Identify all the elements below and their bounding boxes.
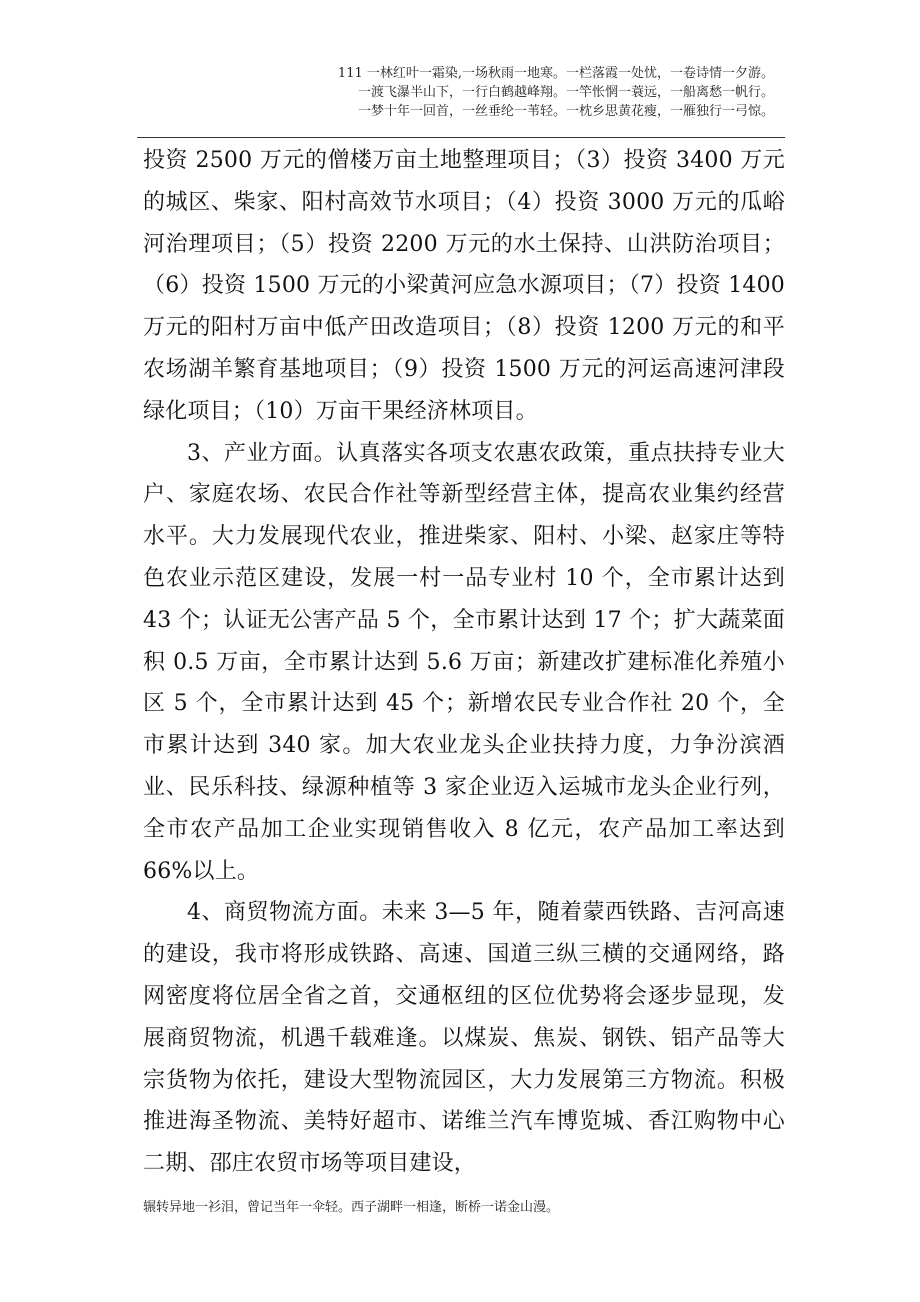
paragraph-industry: 3、产业方面。认真落实各项支农惠农政策，重点扶持专业大户、家庭农场、农民合作社等新型经营主体，提高农业集约经营水平。大力发展现代农业，推进柴家、阳村、小梁、赵家庄等特色农业示范区建设，发展一村一品专业村 10 个，全市累计达到 43 个；认证无公害产品 5 个，全市累计达到 17 个；扩大蔬菜面积 0.5 万亩，全市累计达到 5.6 万亩；新建改扩建标准化养殖小区 5 个，全市累计达到 45 个；新增农民专业合作社 20 个，全市累计达到 340 家。加大农业龙头企业扶持力度，力争汾滨酒业、民乐科技、绿源种植等 3 家企业迈入运城市龙头企业行列，全市农产品加工企业实现销售收入 8 亿元，农产品加工率达到 66%以上。 bbox=[143, 440, 785, 884]
paragraph-commerce-logistics: 4、商贸物流方面。未来 3—5 年，随着蒙西铁路、吉河高速的建设，我市将形成铁路、高速、国道三纵三横的交通网络，路网密度将位居全省之首，交通枢纽的区位优势将会逐步显现，发展商贸物流，机遇千载难逢。以煤炭、焦炭、钢铁、铝产品等大宗货物为依托，建设大型物流园区，大力发展第三方物流。积极推进海圣物流、美特好超市、诺维兰汽车博览城、香江购物中心二期、邵庄农贸市场等项目建设， bbox=[143, 900, 785, 1177]
header-poem-line-3: 一梦十年一回首，一丝垂纶一苇轻。一枕乡思黄花瘦，一雁独行一弓惊。 bbox=[357, 104, 774, 119]
paragraph-investment-projects: 投资 2500 万元的僧楼万亩土地整理项目；（3）投资 3400 万元的城区、柴家、阳村高效节水项目；（4）投资 3000 万元的瓜峪河治理项目；（5）投资 2200 万元的水土保持、山洪防治项目；（6）投资 1500 万元的小梁黄河应急水源项目；（7）投资 1400 万元的阳村万亩中低产田改造项目；（8）投资 1200 万元的和平农场湖羊繁育基地项目；（9）投资 1500 万元的河运高速河津段绿化项目；（10）万亩干果经济林项目。 bbox=[143, 148, 785, 424]
header-divider bbox=[137, 137, 785, 138]
document-body bbox=[143, 140, 785, 1185]
header-poem-line-1: 111 一林红叶一霜染,一场秋雨一地寒。一栏落霞一处忧，一卷诗情一夕游。 bbox=[337, 66, 774, 81]
page-header bbox=[134, 64, 774, 121]
header-poem-line-2: 一渡飞瀑半山下，一行白鹤越峰翔。一竿怅惘一蓑远，一船离愁一帆行。 bbox=[357, 85, 774, 100]
page-footer: 辗转异地一衫泪，曾记当年一伞轻。西子湖畔一相逢，断桥一诺金山漫。 bbox=[143, 1200, 560, 1215]
